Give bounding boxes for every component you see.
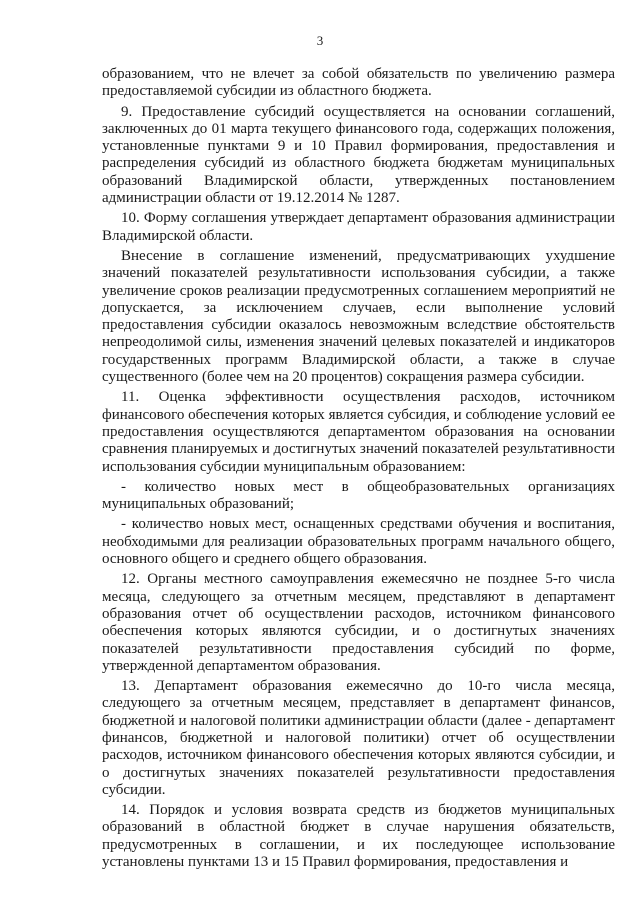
paragraph-11: 11. Оценка эффективности осуществления расходов, источником финансового обеспечения которых является субсидия, и соблюдение условий ее предоставления осуществляются департаментом образования на основании сравнения планируемых и достигнутых значений показателей результативности использования субсидии муниципальным образованием:: [102, 389, 615, 475]
list-item-equipped-places: - количество новых мест, оснащенных средствами обучения и воспитания, необходимыми для реализации образовательных программ начального общего, основного общего и среднего общего образования.: [102, 516, 615, 568]
document-body: [102, 66, 615, 871]
paragraph-amendments: Внесение в соглашение изменений, предусматривающих ухудшение значений показателей результативности использования субсидии, а также увеличение сроков реализации предусмотренных соглашением мероприятий не допускается, за исключением случаев, если выполнение условий предоставления субсидии оказалось невозможным вследствие обстоятельств непреодолимой силы, изменения значений целевых показателей и индикаторов государственных программ Владимирской области, а также в случае существенного (более чем на 20 процентов) сокращения размера субсидии.: [102, 247, 615, 386]
paragraph-14: 14. Порядок и условия возврата средств из бюджетов муниципальных образований в областной бюджет в случае нарушения обязательств, предусмотренных в соглашении, и их последующее использование установлены пунктами 13 и 15 Правил формирования, предоставления и: [102, 802, 615, 871]
paragraph-continuation: образованием, что не влечет за собой обязательств по увеличению размера предоставляемой субсидии из областного бюджета.: [102, 66, 615, 100]
paragraph-13: 13. Департамент образования ежемесячно до 10-го числа месяца, следующего за отчетным месяцем, представляет в департамент финансов, бюджетной и налоговой политики администрации области (далее - департамент финансов, бюджетной и налоговой политики) отчет об осуществлении расходов, источником финансового обеспечения которых являются субсидии, и о достигнутых значениях показателей результативности предоставления субсидии.: [102, 678, 615, 798]
list-item-new-places: - количество новых мест в общеобразовательных организациях муниципальных образований;: [102, 478, 615, 513]
paragraph-9: 9. Предоставление субсидий осуществляется на основании соглашений, заключенных до 01 марта текущего финансового года, содержащих положения, установленные пунктами 9 и 10 Правил формирования, предоставления и распределения субсидий из областного бюджета бюджетам муниципальных образований Владимирской области, утвержденных постановлением администрации области от 19.12.2014 № 1287.: [102, 103, 615, 207]
page-number: 3: [316, 33, 324, 48]
paragraph-12: 12. Органы местного самоуправления ежемесячно не позднее 5-го числа месяца, следующего за отчетным месяцем, представляют в департамент образования отчет об осуществлении расходов, источником финансового обеспечения которых являются субсидии, и о достигнутых значениях показателей результативности предоставления субсидий по форме, утвержденной департаментом образования.: [102, 571, 615, 674]
paragraph-10: 10. Форму соглашения утверждает департамент образования администрации Владимирской области.: [102, 210, 615, 244]
